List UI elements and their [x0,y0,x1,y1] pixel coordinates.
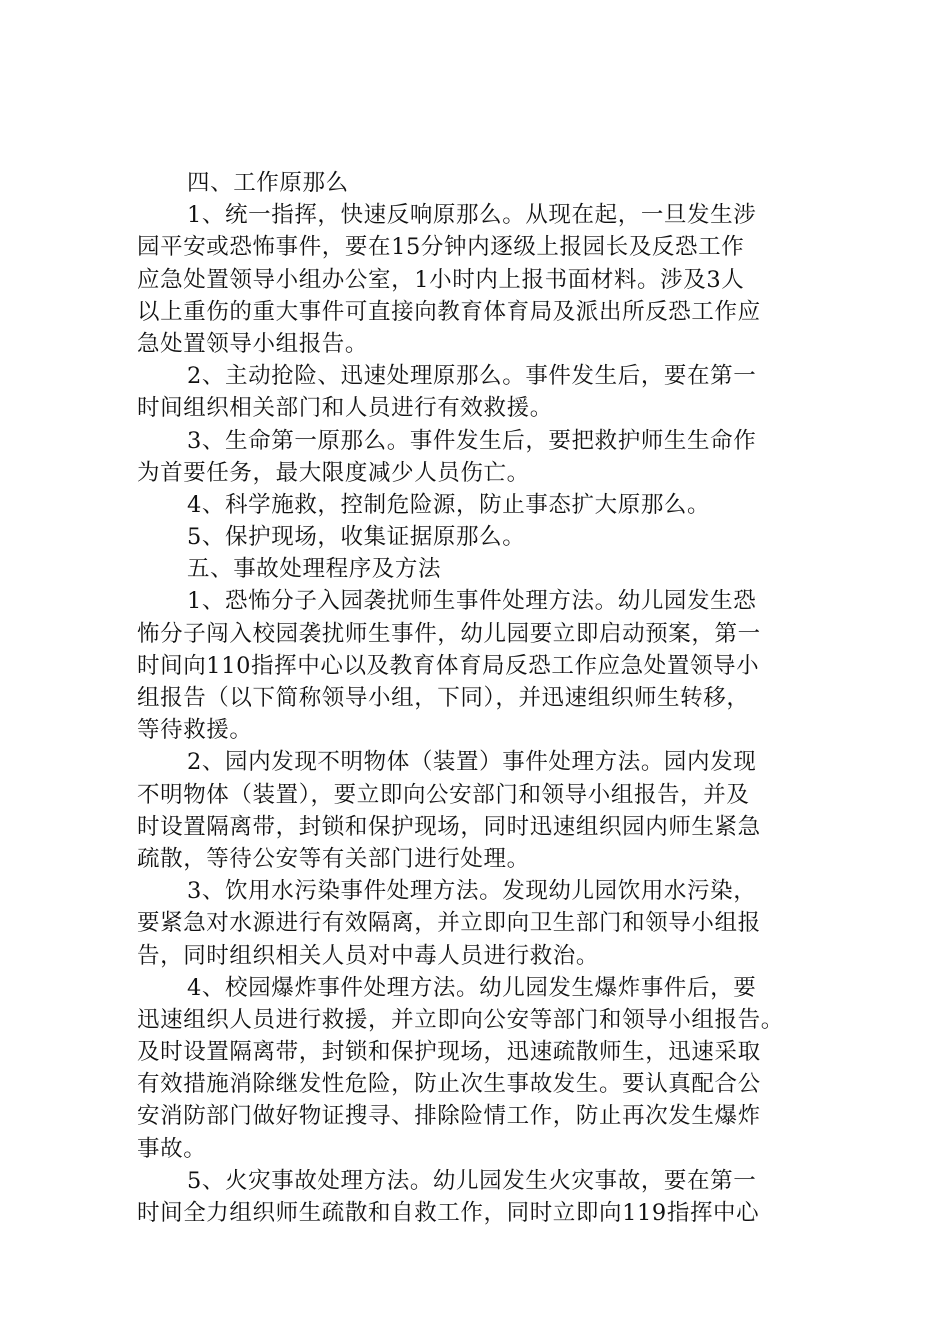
text-line: 2、园内发现不明物体（装置）事件处理方法。园内发现 [187,749,757,776]
text-line: 四、工作原那么 [187,170,349,196]
document-page [137,167,837,1229]
text-line: 怖分子闯入校园袭扰师生事件，幼儿园要立即启动预案，第一 [137,620,761,647]
text-line: 急处置领导小组报告。 [137,330,369,357]
text-line: 4、校园爆炸事件处理方法。幼儿园发生爆炸事件后，要 [187,974,757,1001]
text-line: 五、事故处理程序及方法 [187,556,442,583]
text-line: 1、恐怖分子入园袭扰师生事件处理方法。幼儿园发生恐 [187,588,757,615]
text-line: 组报告（以下简称领导小组，下同），并迅速组织师生转移， [137,685,750,711]
text-line: 1、统一指挥，快速反响原那么。从现在起，一旦发生涉 [187,202,757,229]
text-line: 事故。 [137,1135,207,1162]
text-line: 疏散，等待公安等有关部门进行处理。 [137,845,530,872]
text-line: 迅速组织人员进行救援，并立即向公安等部门和领导小组报告。 [137,1006,784,1033]
text-line: 时间全力组织师生疏散和自救工作，同时立即向119指挥中心 [137,1200,760,1226]
text-line: 3、生命第一原那么。事件发生后，要把救护师生生命作 [187,427,757,454]
text-line: 不明物体（装置），要立即向公安部门和领导小组报告，并及 [137,781,750,808]
text-line: 为首要任务，最大限度减少人员伤亡。 [137,459,530,486]
text-line: 2、主动抢险、迅速处理原那么。事件发生后，要在第一 [187,363,757,390]
text-line: 5、火灾事故处理方法。幼儿园发生火灾事故，要在第一 [187,1167,757,1194]
text-line: 3、饮用水污染事件处理方法。发现幼儿园饮用水污染， [187,878,757,905]
text-line: 园平安或恐怖事件，要在15分钟内逐级上报园长及反恐工作 [137,234,745,261]
text-line: 安消防部门做好物证搜寻、排除险情工作，防止再次发生爆炸 [137,1103,761,1130]
text-line: 告，同时组织相关人员对中毒人员进行救治。 [137,942,600,969]
text-line: 要紧急对水源进行有效隔离，并立即向卫生部门和领导小组报 [137,910,761,937]
text-line: 有效措施消除继发性危险，防止次生事故发生。要认真配合公 [137,1071,761,1098]
text-line: 5、保护现场，收集证据原那么。 [187,524,526,551]
text-line: 4、科学施救，控制危险源，防止事态扩大原那么。 [187,491,711,518]
text-line: 以上重伤的重大事件可直接向教育体育局及派出所反恐工作应 [137,298,761,325]
text-line: 应急处置领导小组办公室，1小时内上报书面材料。涉及3人 [137,266,745,293]
text-line: 时间组织相关部门和人员进行有效救援。 [137,395,553,422]
text-line: 时间向110指挥中心以及教育体育局反恐工作应急处置领导小 [137,652,760,679]
text-line: 等待救援。 [137,717,253,744]
text-line: 时设置隔离带，封锁和保护现场，同时迅速组织园内师生紧急 [137,813,761,840]
text-line: 及时设置隔离带，封锁和保护现场，迅速疏散师生，迅速采取 [137,1039,761,1066]
